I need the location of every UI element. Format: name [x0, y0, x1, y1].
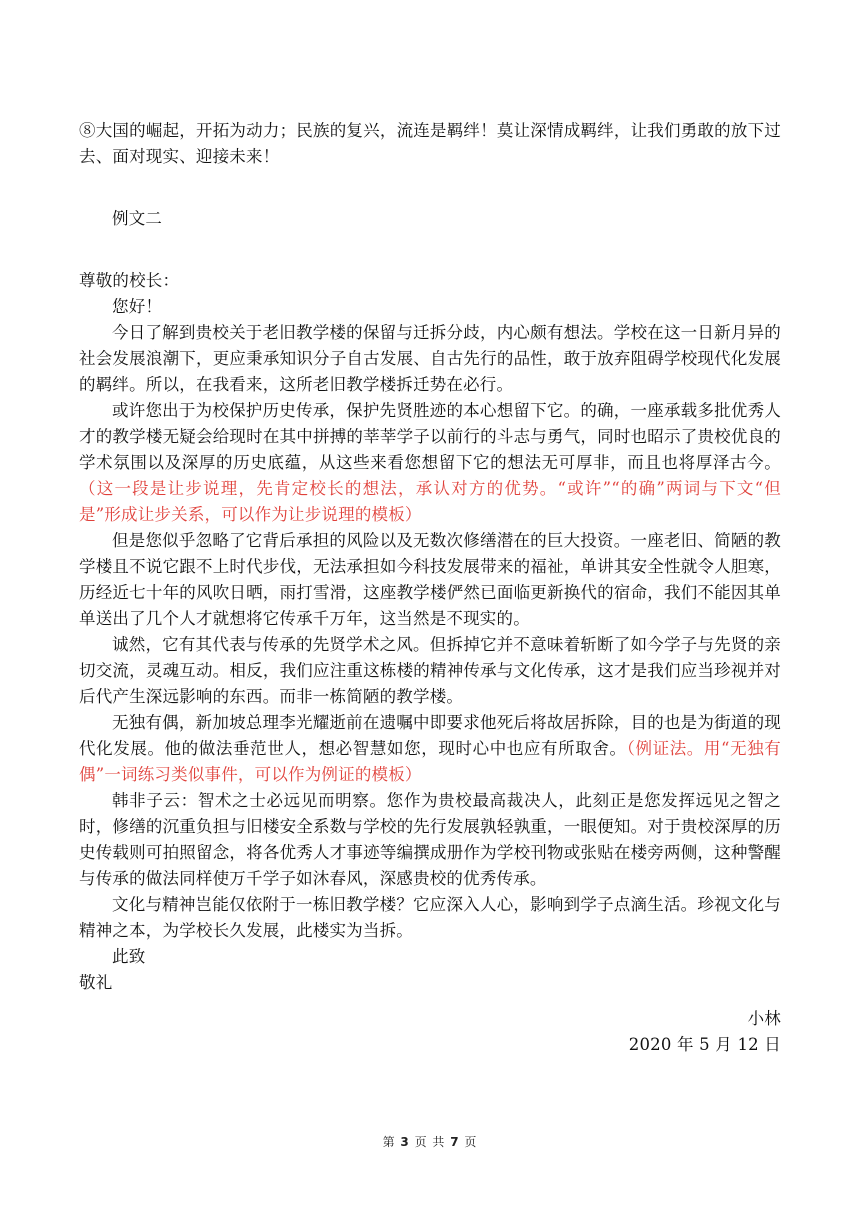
body-paragraph-5: [79, 710, 781, 788]
paragraph-5-text: 无独有偶，新加坡总理李光耀逝前在遗嘱中即要求他死后将故居拆除，目的也是为街道的现代化发展。他的做法垂范世人，想必智慧如您，现时心中也应有所取舍。: [79, 713, 781, 758]
footer-middle: 页 共: [409, 1135, 451, 1149]
footer-page-total: 7: [450, 1135, 460, 1149]
signature: 小林: [747, 1009, 781, 1028]
greeting: 您好！: [112, 297, 163, 316]
body-paragraph-2: [79, 398, 781, 528]
annotation-example: （例证法。用“无独有偶”一词练习类似事件，可以作为例证的模板）: [79, 739, 782, 784]
body-paragraph-6: 韩非子云：智术之士必远见而明察。您作为贵校最高裁决人，此刻正是您发挥远见之智之时，修缮的沉重负担与旧楼安全系数与学校的先行发展孰轻孰重，一眼便知。对于贵校深厚的历史传载则可拍照留念，将各优秀人才事迹等编撰成册作为学校刊物或张贴在楼旁两侧，这种警醒与传承的做法同样使万千学子如沐春风，深感贵校的优秀传承。: [79, 791, 781, 888]
date: 2020 年 5 月 12 日: [628, 1035, 781, 1054]
footer-page-number: 3: [400, 1135, 410, 1149]
body-paragraph-3: 但是您似乎忽略了它背后承担的风险以及无数次修缮潜在的巨大投资。一座老旧、简陋的教学楼且不说它跟不上时代步伐，无法承担如今科技发展带来的福祉，单讲其安全性就令人胆寒，历经近七十年的风吹日晒，雨打雪滑，这座教学楼俨然已面临更新换代的宿命，我们不能因其单单送出了几个人才就想将它传承千万年，这当然是不现实的。: [79, 531, 781, 628]
body-paragraph-7: 文化与精神岂能仅依附于一栋旧教学楼？它应深入人心，影响到学子点滴生活。珍视文化与精神之本，为学校长久发展，此楼实为当拆。: [79, 895, 781, 940]
example-title: 例文二: [112, 209, 163, 228]
annotation-concession: （这一段是让步说理，先肯定校长的想法，承认对方的优势。“或许”“的确”两词与下文“但是”形成让步关系，可以作为让步说理的模板）: [79, 479, 781, 524]
closing-jingli: 敬礼: [79, 973, 113, 992]
page-footer: [0, 1133, 860, 1150]
footer-prefix: 第: [382, 1135, 401, 1149]
paragraph-8: ⑧大国的崛起，开拓为动力；民族的复兴，流连是羁绊！莫让深情成羁绊，让我们勇敢的放下过去、面对现实、迎接未来！: [79, 121, 781, 166]
body-paragraph-4: 诚然，它有其代表与传承的先贤学术之风。但拆掉它并不意味着斩断了如今学子与先贤的亲切交流，灵魂互动。相反，我们应注重这栋楼的精神传承与文化传承，这才是我们应当珍视并对后代产生深远影响的东西。而非一栋简陋的教学楼。: [79, 635, 781, 706]
footer-suffix: 页: [459, 1135, 478, 1149]
letter-document: [79, 118, 781, 1058]
closing-cizhi: 此致: [112, 947, 146, 966]
salutation: 尊敬的校长：: [79, 271, 180, 290]
paragraph-2-text: 或许您出于为校保护历史传承，保护先贤胜迹的本心想留下它。的确，一座承载多批优秀人才的教学楼无疑会给现时在其中拼搏的莘莘学子以前行的斗志与勇气，同时也昭示了贵校优良的学术氛围以及深厚的历史底蕴，从这些来看您想留下它的想法无可厚非，而且也将厚泽古今。: [79, 401, 781, 472]
body-paragraph-1: 今日了解到贵校关于老旧教学楼的保留与迁拆分歧，内心颇有想法。学校在这一日新月异的社会发展浪潮下，更应秉承知识分子自古发展、自古先行的品性，敢于放弃阻碍学校现代化发展的羁绊。所以，在我看来，这所老旧教学楼拆迁势在必行。: [79, 323, 781, 394]
